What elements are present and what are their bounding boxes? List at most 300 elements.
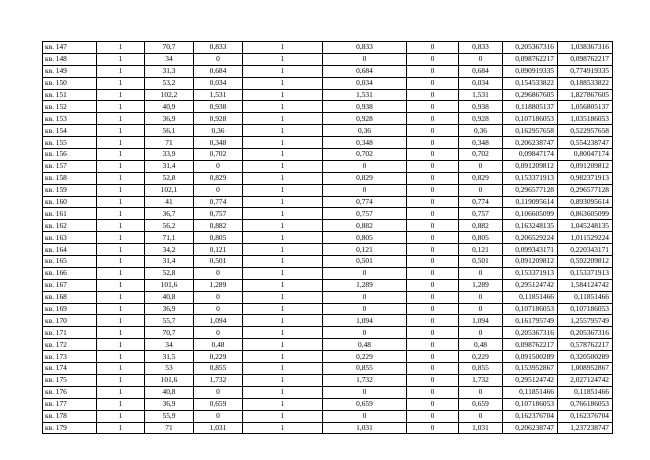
table-cell: 0,205367316: [503, 327, 558, 339]
table-cell: 1: [243, 77, 323, 89]
table-cell: кв. 155: [43, 137, 97, 149]
table-cell: 1: [243, 172, 323, 184]
table-cell: 1: [97, 422, 145, 434]
table-cell: 0,119095614: [503, 196, 558, 208]
table-cell: 1: [97, 65, 145, 77]
table-cell: 0: [407, 65, 459, 77]
table-cell: 1,289: [459, 279, 503, 291]
table-cell: 1: [97, 339, 145, 351]
table-cell: 1: [97, 137, 145, 149]
table-cell: 1,094: [459, 315, 503, 327]
table-cell: кв. 177: [43, 398, 97, 410]
table-cell: 0,938: [323, 101, 407, 113]
table-cell: 1,045248135: [558, 220, 613, 232]
table-cell: 0,229: [459, 351, 503, 363]
table-cell: 0,659: [194, 398, 243, 410]
table-cell: 0,229: [194, 351, 243, 363]
table-row: [43, 196, 613, 208]
table-cell: 0,882: [194, 220, 243, 232]
table-cell: кв. 158: [43, 172, 97, 184]
table-cell: 0,220343171: [558, 244, 613, 256]
table-cell: кв. 169: [43, 303, 97, 315]
table-row: [43, 65, 613, 77]
table-cell: 1: [97, 220, 145, 232]
table-cell: 0,206238747: [503, 422, 558, 434]
table-cell: 1: [243, 244, 323, 256]
table-cell: 1: [97, 196, 145, 208]
table-cell: 0,36: [323, 125, 407, 137]
table-cell: 1: [243, 196, 323, 208]
table-cell: 0,928: [194, 113, 243, 125]
table-cell: 33,9: [145, 149, 194, 161]
table-cell: кв. 171: [43, 327, 97, 339]
table-cell: 31,5: [145, 351, 194, 363]
table-cell: 40,8: [145, 291, 194, 303]
table-cell: 0: [459, 184, 503, 196]
table-cell: 0: [407, 256, 459, 268]
table-cell: 40,8: [145, 386, 194, 398]
table-cell: 0: [407, 410, 459, 422]
table-cell: 1: [97, 208, 145, 220]
table-cell: 0,107186053: [503, 113, 558, 125]
table-cell: 1: [97, 42, 145, 54]
table-cell: 0,188533822: [558, 77, 613, 89]
table-cell: 1: [243, 386, 323, 398]
table-cell: 102,1: [145, 184, 194, 196]
table-cell: 1,035186053: [558, 113, 613, 125]
table-cell: 1: [243, 184, 323, 196]
table-row: [43, 363, 613, 375]
table-cell: 0: [459, 303, 503, 315]
table-cell: 0: [323, 327, 407, 339]
table-cell: кв. 148: [43, 53, 97, 65]
table-cell: 1,827867605: [558, 89, 613, 101]
table-cell: 1: [243, 42, 323, 54]
table-cell: 0,774: [459, 196, 503, 208]
table-cell: 0,36: [459, 125, 503, 137]
table-cell: 0,684: [194, 65, 243, 77]
table-cell: 1: [97, 53, 145, 65]
table-cell: кв. 161: [43, 208, 97, 220]
table-cell: кв. 170: [43, 315, 97, 327]
table-cell: 0,161795749: [503, 315, 558, 327]
table-cell: 1,289: [323, 279, 407, 291]
table-cell: 56,2: [145, 220, 194, 232]
table-cell: кв. 175: [43, 374, 97, 386]
table-cell: 0,805: [459, 232, 503, 244]
table-cell: 0: [407, 42, 459, 54]
table-cell: 0: [407, 101, 459, 113]
table-cell: 40,9: [145, 101, 194, 113]
table-cell: 0: [459, 267, 503, 279]
table-cell: 0,48: [194, 339, 243, 351]
table-cell: 1: [97, 125, 145, 137]
table-cell: 70,7: [145, 42, 194, 54]
table-cell: 1: [243, 232, 323, 244]
table-cell: 0,098762217: [503, 339, 558, 351]
table-cell: 0: [407, 291, 459, 303]
table-cell: 70,7: [145, 327, 194, 339]
table-cell: 0,659: [459, 398, 503, 410]
table-cell: 1: [243, 363, 323, 375]
table-cell: 0,099343171: [503, 244, 558, 256]
table-cell: 0: [407, 422, 459, 434]
table-row: [43, 374, 613, 386]
table-cell: 1: [243, 351, 323, 363]
table-cell: 0,098762217: [558, 53, 613, 65]
table-cell: 0: [459, 53, 503, 65]
table-cell: 0,757: [323, 208, 407, 220]
table-cell: 0,805: [323, 232, 407, 244]
table-cell: 0: [323, 53, 407, 65]
table-cell: 0: [194, 291, 243, 303]
table-cell: 0,833: [194, 42, 243, 54]
table-cell: 1: [97, 113, 145, 125]
table-cell: 1: [97, 101, 145, 113]
table-row: [43, 220, 613, 232]
table-cell: 0,938: [194, 101, 243, 113]
table-cell: 1: [97, 184, 145, 196]
table-cell: 0,121: [194, 244, 243, 256]
table-row: [43, 422, 613, 434]
table-cell: 0,107186053: [558, 303, 613, 315]
table-cell: кв. 164: [43, 244, 97, 256]
table-cell: 0: [323, 267, 407, 279]
table-cell: 1: [97, 256, 145, 268]
table-cell: 0,091209812: [503, 256, 558, 268]
table-row: [43, 315, 613, 327]
table-cell: 0: [407, 244, 459, 256]
table-cell: 1: [97, 351, 145, 363]
table-cell: кв. 166: [43, 267, 97, 279]
table-cell: 1: [97, 374, 145, 386]
table-cell: 0,829: [323, 172, 407, 184]
table-cell: 55,9: [145, 410, 194, 422]
table-cell: 71,1: [145, 232, 194, 244]
table-cell: 0: [407, 279, 459, 291]
table-cell: 0,348: [194, 137, 243, 149]
table-cell: 0,774919335: [558, 65, 613, 77]
table-cell: 0,11851466: [503, 386, 558, 398]
table-cell: 71: [145, 137, 194, 149]
table-cell: 1: [97, 89, 145, 101]
table-cell: 0: [323, 410, 407, 422]
table-cell: 34: [145, 339, 194, 351]
table-cell: 0: [407, 77, 459, 89]
table-cell: 0,829: [194, 172, 243, 184]
table-cell: 1: [243, 89, 323, 101]
table-cell: 1: [243, 149, 323, 161]
table-cell: 1,094: [194, 315, 243, 327]
table-cell: 0,348: [459, 137, 503, 149]
table-cell: 0,162376704: [503, 410, 558, 422]
table-cell: 1,056805137: [558, 101, 613, 113]
table-row: [43, 291, 613, 303]
table-cell: 0,205367316: [503, 42, 558, 54]
table-cell: 0,805: [194, 232, 243, 244]
table-cell: 0,153371913: [503, 267, 558, 279]
table-cell: 0: [407, 220, 459, 232]
table-cell: 71: [145, 422, 194, 434]
table-cell: кв. 178: [43, 410, 97, 422]
table-cell: 0,578762217: [558, 339, 613, 351]
table-cell: 1: [243, 422, 323, 434]
table-cell: 0,80047174: [558, 149, 613, 161]
table-row: [43, 232, 613, 244]
table-row: [43, 89, 613, 101]
table-cell: 1,531: [323, 89, 407, 101]
table-cell: 0,684: [459, 65, 503, 77]
table-row: [43, 386, 613, 398]
table-cell: 1: [243, 410, 323, 422]
table-cell: 0,163248135: [503, 220, 558, 232]
table-cell: 1: [243, 303, 323, 315]
table-cell: 0: [323, 386, 407, 398]
table-cell: 0: [407, 386, 459, 398]
table-cell: 1,031: [194, 422, 243, 434]
table-cell: 0: [323, 184, 407, 196]
table-cell: 1: [243, 113, 323, 125]
table-cell: 0,295124742: [503, 374, 558, 386]
table-cell: 1: [97, 232, 145, 244]
table-cell: 0,295124742: [503, 279, 558, 291]
table-cell: 1: [243, 208, 323, 220]
table-cell: 0: [407, 89, 459, 101]
table-cell: 0,833: [459, 42, 503, 54]
table-cell: 0,554238747: [558, 137, 613, 149]
table-row: [43, 113, 613, 125]
table-cell: 1,584124742: [558, 279, 613, 291]
table-cell: 31,4: [145, 160, 194, 172]
table-cell: 1,011529224: [558, 232, 613, 244]
table-row: [43, 77, 613, 89]
table-cell: кв. 151: [43, 89, 97, 101]
table-cell: 1: [243, 267, 323, 279]
table-cell: 1: [97, 398, 145, 410]
table-cell: 0,928: [459, 113, 503, 125]
table-row: [43, 410, 613, 422]
table-cell: 1: [243, 374, 323, 386]
table-cell: 0: [407, 267, 459, 279]
table-cell: 0,855: [323, 363, 407, 375]
table-row: [43, 244, 613, 256]
table-cell: кв. 168: [43, 291, 97, 303]
table-cell: 101,6: [145, 374, 194, 386]
table-cell: 1: [243, 101, 323, 113]
table-cell: 1: [243, 125, 323, 137]
table-cell: 1,289: [194, 279, 243, 291]
table-cell: 0,855: [459, 363, 503, 375]
table-cell: 0: [459, 291, 503, 303]
table-cell: 0: [407, 398, 459, 410]
table-cell: 0,938: [459, 101, 503, 113]
table-cell: 0: [407, 172, 459, 184]
table-cell: 0,702: [323, 149, 407, 161]
table-cell: 0: [407, 125, 459, 137]
table-row: [43, 327, 613, 339]
table-cell: 1: [243, 137, 323, 149]
table-cell: 0: [407, 184, 459, 196]
table-cell: 1: [97, 327, 145, 339]
table-row: [43, 256, 613, 268]
table-cell: 0,206529224: [503, 232, 558, 244]
table-row: [43, 42, 613, 54]
table-cell: 0: [194, 53, 243, 65]
table-cell: 0,091209812: [503, 160, 558, 172]
table-body: [43, 42, 613, 434]
table-cell: 0,206238747: [503, 137, 558, 149]
table-cell: 1: [97, 291, 145, 303]
table-cell: 0,774: [194, 196, 243, 208]
table-cell: 0: [407, 303, 459, 315]
table-cell: 0,106605099: [503, 208, 558, 220]
table-cell: кв. 153: [43, 113, 97, 125]
table-cell: кв. 154: [43, 125, 97, 137]
table-cell: 0: [407, 113, 459, 125]
table-cell: 0,882: [323, 220, 407, 232]
table-cell: 1,031: [459, 422, 503, 434]
table-cell: 1: [97, 149, 145, 161]
table-cell: 36,9: [145, 113, 194, 125]
table-cell: 0: [407, 196, 459, 208]
table-cell: 36,9: [145, 398, 194, 410]
table-cell: кв. 157: [43, 160, 97, 172]
table-cell: 101,6: [145, 279, 194, 291]
table-cell: кв. 152: [43, 101, 97, 113]
table-cell: 0,702: [194, 149, 243, 161]
table-cell: 53,2: [145, 77, 194, 89]
table-row: [43, 339, 613, 351]
table-cell: 0,501: [194, 256, 243, 268]
table-cell: 0: [459, 160, 503, 172]
table-cell: 0,684: [323, 65, 407, 77]
table-cell: 1,255795749: [558, 315, 613, 327]
table-cell: 1: [97, 172, 145, 184]
table-cell: кв. 149: [43, 65, 97, 77]
table-cell: 0,855: [194, 363, 243, 375]
table-cell: 0,11851466: [558, 386, 613, 398]
table-cell: 0: [323, 160, 407, 172]
table-cell: 2,027124742: [558, 374, 613, 386]
table-cell: 0,091209812: [558, 160, 613, 172]
table-cell: 1: [97, 279, 145, 291]
table-cell: 0,522957658: [558, 125, 613, 137]
table-row: [43, 125, 613, 137]
table-row: [43, 351, 613, 363]
table-cell: 0: [407, 160, 459, 172]
table-cell: 0,153952867: [503, 363, 558, 375]
table-cell: кв. 160: [43, 196, 97, 208]
table-cell: 0: [194, 303, 243, 315]
table-cell: 1,531: [194, 89, 243, 101]
table-cell: 0,205367316: [558, 327, 613, 339]
table-row: [43, 303, 613, 315]
table-cell: 1,531: [459, 89, 503, 101]
table-cell: 1,732: [459, 374, 503, 386]
table-cell: 0,320500289: [558, 351, 613, 363]
table-cell: 1,031: [323, 422, 407, 434]
table-cell: 0,153371913: [558, 267, 613, 279]
table-cell: 1: [243, 65, 323, 77]
table-cell: 0: [194, 160, 243, 172]
table-cell: 1: [243, 256, 323, 268]
table-cell: 31,4: [145, 256, 194, 268]
table-cell: 0,829: [459, 172, 503, 184]
table-cell: кв. 167: [43, 279, 97, 291]
table-cell: 1: [243, 220, 323, 232]
table-cell: 0: [407, 208, 459, 220]
table-cell: 0,098762217: [503, 53, 558, 65]
table-cell: 1: [97, 315, 145, 327]
table-cell: 34,2: [145, 244, 194, 256]
table-cell: 1,008952867: [558, 363, 613, 375]
table-cell: 41: [145, 196, 194, 208]
table-cell: 0,090919335: [503, 65, 558, 77]
table-cell: 0,091500289: [503, 351, 558, 363]
table-cell: 53: [145, 363, 194, 375]
table-cell: 0: [407, 137, 459, 149]
table-cell: 0,928: [323, 113, 407, 125]
table-cell: 0: [194, 184, 243, 196]
table-cell: кв. 159: [43, 184, 97, 196]
table-cell: 1,732: [323, 374, 407, 386]
table-cell: 0,501: [459, 256, 503, 268]
table-row: [43, 160, 613, 172]
table-cell: 0: [407, 53, 459, 65]
table-cell: кв. 173: [43, 351, 97, 363]
table-cell: 0: [459, 327, 503, 339]
table-cell: 0,153371913: [503, 172, 558, 184]
table-cell: 36,9: [145, 303, 194, 315]
table-cell: 0,48: [459, 339, 503, 351]
table-cell: 1: [97, 363, 145, 375]
table-row: [43, 53, 613, 65]
table-cell: 52,8: [145, 172, 194, 184]
table-cell: 55,7: [145, 315, 194, 327]
table-cell: 36,7: [145, 208, 194, 220]
table-row: [43, 184, 613, 196]
table-cell: 1,094: [323, 315, 407, 327]
table-cell: 0: [459, 386, 503, 398]
table-cell: 0: [194, 386, 243, 398]
table-cell: кв. 172: [43, 339, 97, 351]
table-cell: 1: [97, 244, 145, 256]
table-cell: 0,154533822: [503, 77, 558, 89]
table-cell: 0,48: [323, 339, 407, 351]
table-cell: 34: [145, 53, 194, 65]
table-cell: 0: [407, 149, 459, 161]
table-cell: 1: [97, 267, 145, 279]
table-cell: 0,229: [323, 351, 407, 363]
table-cell: 0,296577128: [503, 184, 558, 196]
table-cell: 0,501: [323, 256, 407, 268]
table-cell: 0,882: [459, 220, 503, 232]
table-cell: 0: [407, 232, 459, 244]
table-row: [43, 208, 613, 220]
table-cell: 0,121: [323, 244, 407, 256]
table-cell: 0,118805137: [503, 101, 558, 113]
table-cell: кв. 179: [43, 422, 97, 434]
table-cell: 1: [97, 410, 145, 422]
table-cell: 0,107186053: [503, 398, 558, 410]
table-cell: 1: [97, 303, 145, 315]
table-cell: 31,3: [145, 65, 194, 77]
table-cell: 0,296577128: [558, 184, 613, 196]
table-cell: 0,774: [323, 196, 407, 208]
table-cell: 0: [323, 303, 407, 315]
table-cell: 102,2: [145, 89, 194, 101]
table-cell: кв. 176: [43, 386, 97, 398]
